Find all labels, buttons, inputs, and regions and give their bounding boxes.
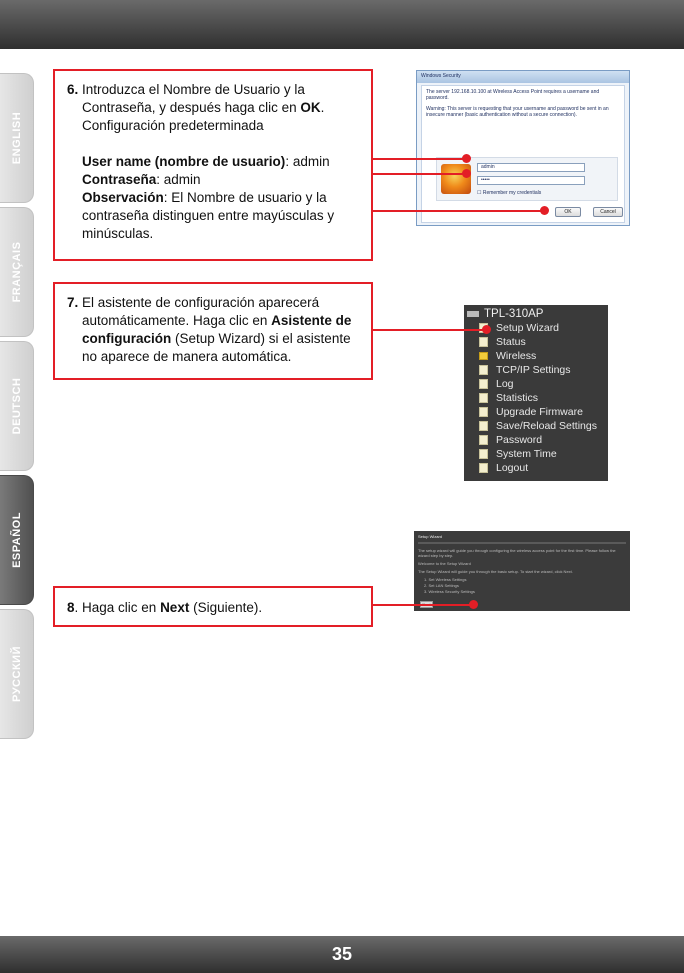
divider [418,542,626,544]
dialog-warning: Warning: This server is requesting that your username and password be sent in an insecure manner (basic authentication without a secure connection). [426,106,609,118]
page-icon [479,407,488,417]
dialog-title: Windows Security [417,71,629,83]
connector-line [373,158,466,160]
step-7-box [53,282,373,380]
password-field[interactable]: ••••• [477,176,585,185]
step-6-box [53,69,373,261]
step-number: 8 [67,600,75,615]
step-text: no aparece de manera automática. [82,349,292,364]
connector-dot [462,169,471,178]
page-number: 35 [331,944,353,964]
tab-espanol[interactable] [0,475,34,605]
page-icon [479,393,488,403]
connector-dot [540,206,549,215]
menu-item-log[interactable] [464,377,608,391]
menu-item-system-time[interactable] [464,447,608,461]
connector-line [373,210,544,212]
step-text: Contraseña, y después haga clic en [82,100,301,115]
password-label: Contraseña [82,172,157,187]
connector-line [373,329,486,331]
cancel-button[interactable]: Cancel [593,207,623,217]
page-icon [479,435,488,445]
step-text: Introduzca el Nombre de Usuario y la [78,82,305,97]
ok-button[interactable]: OK [555,207,581,217]
menu-title-text: TPL-310AP [484,308,544,320]
menu-item-label: Save/Reload Settings [496,420,597,432]
wizard-text: The setup wizard will guide you through configuring the wireless access point for the first time. Please follow the wizard step by step. [418,548,616,558]
tab-deutsch[interactable] [0,341,34,471]
step-text: (Setup Wizard) si el asistente [171,331,351,346]
tab-english[interactable] [0,73,34,203]
ok-label: OK [300,100,321,115]
step-8-box [53,586,373,627]
menu-item-tcpip[interactable] [464,363,608,377]
tab-label: ENGLISH [10,111,23,165]
page-icon [479,449,488,459]
menu-item-label: TCP/IP Settings [496,364,571,376]
wizard-list-item: 2. Set LAN Settings [424,583,459,588]
next-label: Next [160,600,190,615]
username-value: : admin [285,154,330,169]
tab-label: DEUTSCH [10,377,23,435]
connector-dot [482,325,491,334]
menu-item-label: Wireless [496,350,537,362]
tab-label: РУССКИЙ [10,646,23,702]
folder-icon [479,352,488,360]
menu-item-label: Log [496,378,514,390]
wizard-list-item: 3. Wireless Security Settings [424,589,475,594]
menu-item-wireless[interactable] [464,349,608,363]
setup-wizard-label: Asistente de [271,313,352,328]
note-text: contraseña distinguen entre mayúsculas y [82,208,335,223]
wizard-list-item: 1. Set Wireless Settings [424,577,467,582]
menu-item-statistics[interactable] [464,391,608,405]
note-label: Observación [82,190,164,205]
menu-item-label: System Time [496,448,557,460]
remember-label: Remember my credentials [482,190,542,196]
menu-title [464,307,608,321]
tab-label: ESPAÑOL [10,512,23,568]
page-icon [479,365,488,375]
header-bar [0,0,684,49]
step-text: Configuración predeterminada [82,118,264,133]
username-label: User name (nombre de usuario) [82,154,286,169]
menu-item-label: Statistics [496,392,539,404]
connector-line [373,173,466,175]
wizard-title: Setup Wizard [418,534,443,539]
menu-item-save-reload[interactable] [464,419,608,433]
menu-item-password[interactable] [464,433,608,447]
setup-wizard-label: configuración [82,331,172,346]
step-text: El asistente de configuración aparecerá [78,295,320,310]
page-icon [479,421,488,431]
password-value: : admin [156,172,201,187]
device-icon [467,311,479,317]
tab-francais[interactable] [0,207,34,337]
connector-dot [462,154,471,163]
menu-item-label: Upgrade Firmware [496,406,583,418]
menu-item-status[interactable] [464,335,608,349]
step-number: 6. [67,82,79,97]
remember-checkbox[interactable]: ☐ Remember my credentials [477,190,542,196]
menu-item-label: Status [496,336,526,348]
page-icon [479,379,488,389]
note-text: minúsculas. [82,226,154,241]
dialog-body [421,85,625,223]
tab-russian[interactable] [0,609,34,739]
step-text: . Haga clic en [74,600,161,615]
menu-item-logout[interactable] [464,461,608,475]
wizard-text: The Setup Wizard will guide you through the basic setup. To start the wizard, click Next. [418,569,573,574]
menu-item-upgrade[interactable] [464,405,608,419]
step-text: automáticamente. Haga clic en [82,313,272,328]
wizard-text: Welcome to the Setup Wizard [418,561,471,566]
credentials-panel [436,157,618,201]
setup-wizard-panel [414,531,630,611]
menu-item-label: Password [496,434,543,446]
connector-dot [469,600,478,609]
dialog-message: The server 192.168.10.100 at Wireless Access Point requires a username and password. [426,89,600,101]
note-text: : El Nombre de usuario y la [163,190,327,205]
username-field[interactable]: admin [477,163,585,172]
tab-label: FRANÇAIS [10,241,23,303]
step-number: 7. [67,295,79,310]
connector-line [373,604,473,606]
menu-item-label: Setup Wizard [496,322,560,334]
step-text: (Siguiente). [189,600,263,615]
page-icon [479,337,488,347]
step-text: . [320,100,325,115]
page-icon [479,463,488,473]
footer-bar [0,936,684,973]
menu-item-label: Logout [496,462,529,474]
windows-security-dialog [416,70,630,226]
